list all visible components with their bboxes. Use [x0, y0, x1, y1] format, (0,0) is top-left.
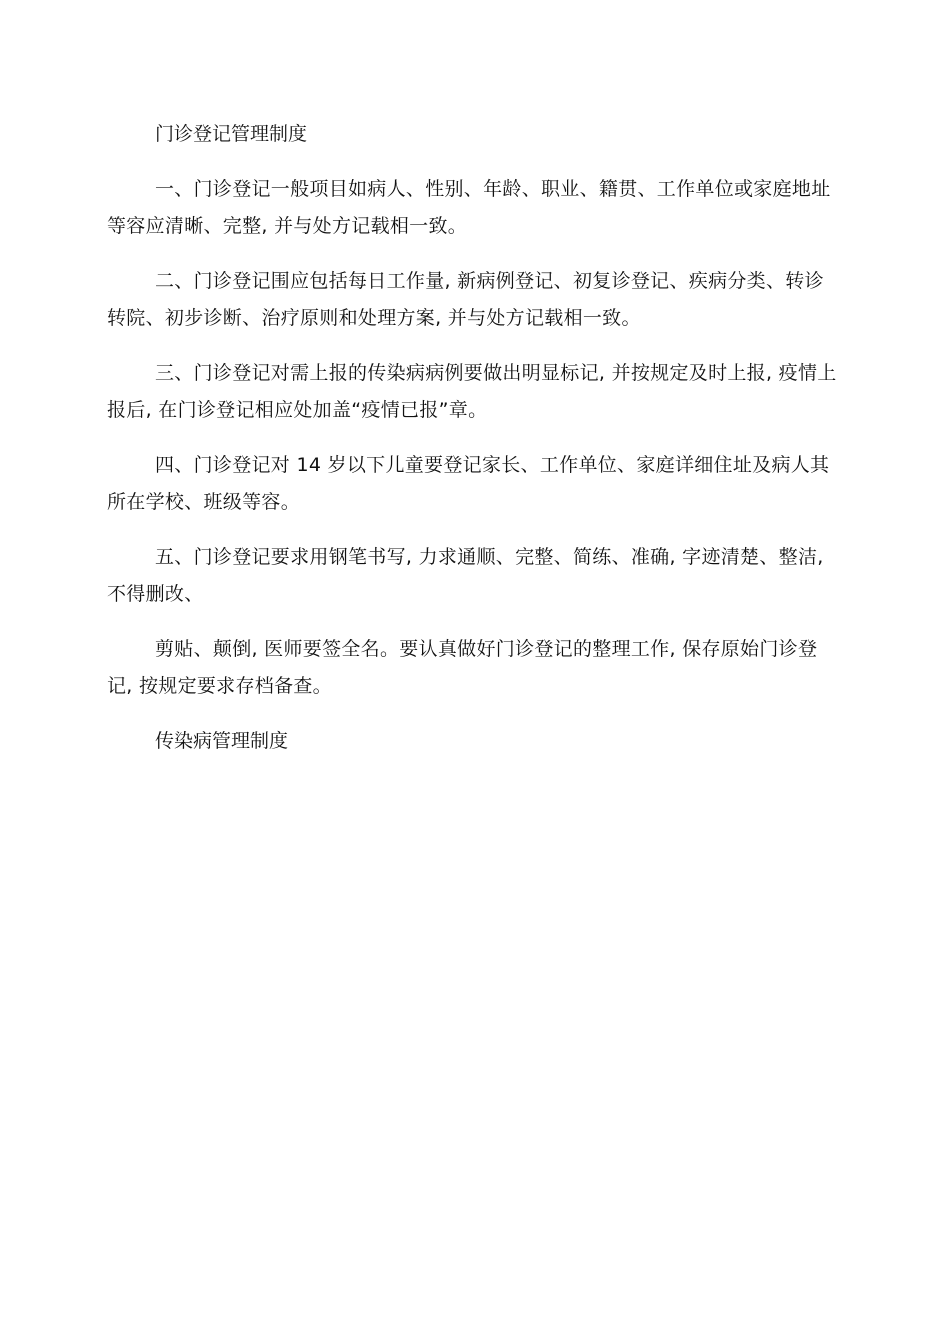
spacer: [107, 705, 837, 723]
spacer: [107, 337, 837, 355]
spacer: [107, 613, 837, 631]
section-title-outpatient: 门诊登记管理制度: [155, 123, 308, 145]
section-title-infectious-disease: 传染病管理制度: [155, 730, 289, 752]
paragraph-4: 四、门诊登记对 14 岁以下儿童要登记家长、工作单位、家庭详细住址及病人其所在学校、班级等容。: [107, 454, 830, 513]
paragraph-1: 一、门诊登记一般项目如病人、性别、年龄、职业、籍贯、工作单位或家庭地址等容应清晰、完整, 并与处方记载相一致。: [107, 178, 831, 237]
spacer: [107, 429, 837, 447]
spacer: [107, 245, 837, 263]
document-body: [107, 116, 837, 760]
spacer: [107, 521, 837, 539]
paragraph-6: 剪贴、颠倒, 医师要签全名。要认真做好门诊登记的整理工作, 保存原始门诊登记, 按规定要求存档备查。: [107, 638, 818, 697]
paragraph-2: 二、门诊登记围应包括每日工作量, 新病例登记、初复诊登记、疾病分类、转诊转院、初步诊断、治疗原则和处理方案, 并与处方记载相一致。: [107, 270, 824, 329]
paragraph-5: 五、门诊登记要求用钢笔书写, 力求通顺、完整、简练、准确, 字迹清楚、整洁, 不得删改、: [107, 546, 824, 605]
paragraph-3: 三、门诊登记对需上报的传染病病例要做出明显标记, 并按规定及时上报, 疫情上报后, 在门诊登记相应处加盖“疫情已报”章。: [107, 362, 837, 421]
spacer: [107, 153, 837, 171]
